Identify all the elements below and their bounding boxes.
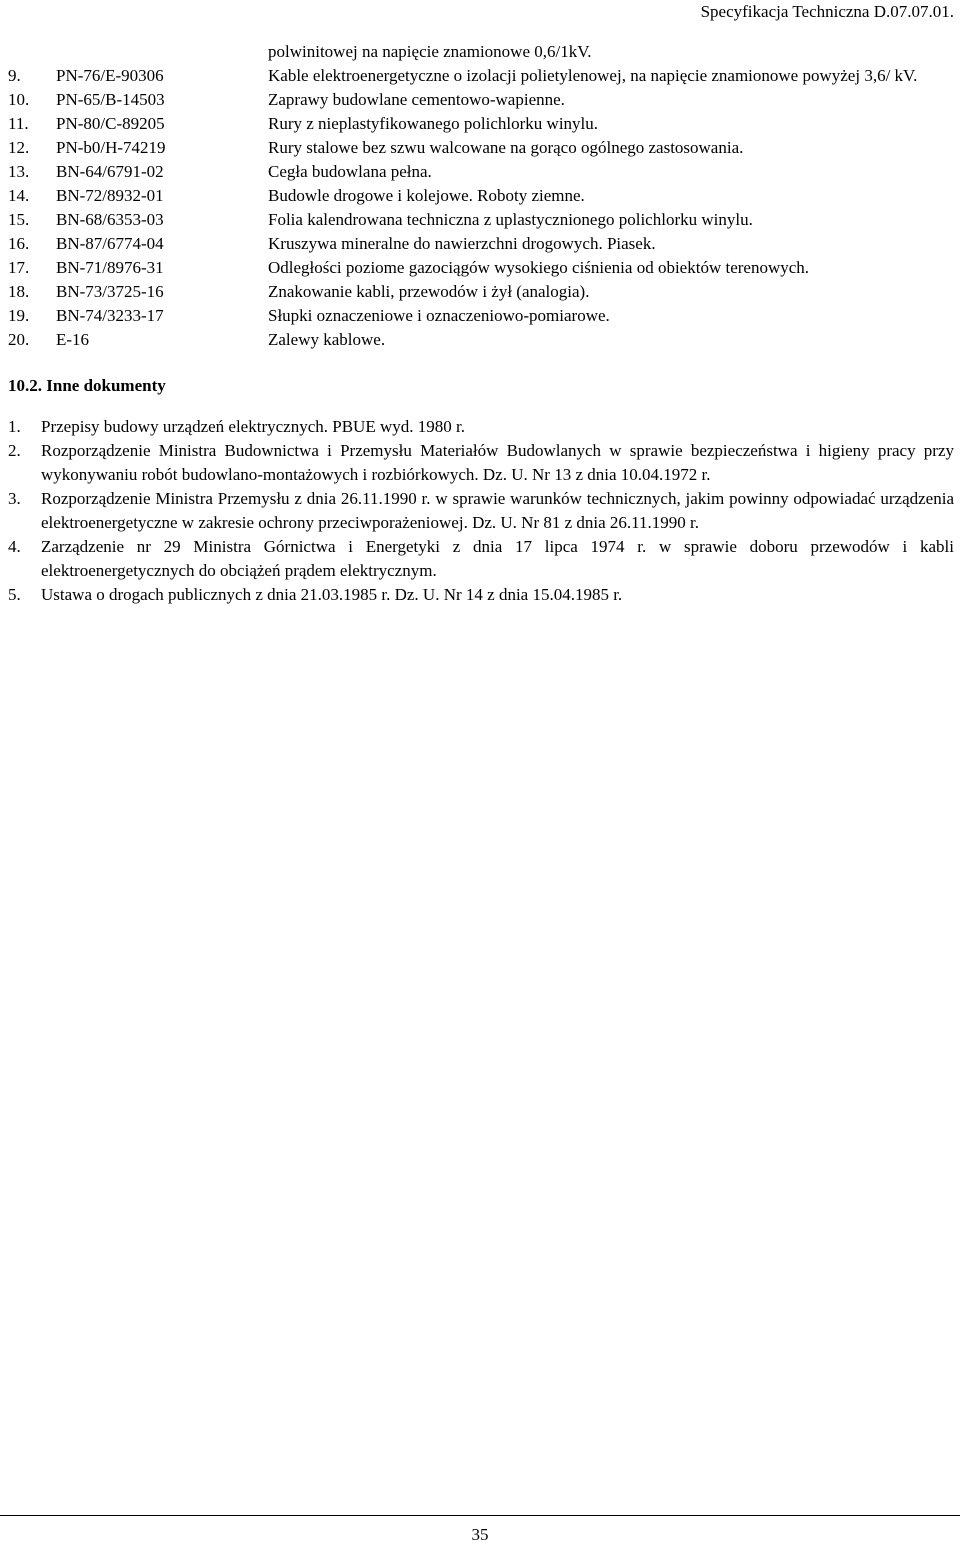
norm-code: PN-b0/H-74219: [56, 138, 166, 157]
section-title: 10.2. Inne dokumenty: [8, 376, 166, 395]
norm-title: Odległości poziome gazociągów wysokiego ciśnienia od obiektów terenowych.: [268, 258, 810, 277]
norm-number: 14.: [8, 186, 30, 205]
document-number: 4.: [8, 537, 21, 556]
norm-row: [8, 160, 954, 184]
norm-row: [8, 232, 954, 256]
norm-code: BN-73/3725-16: [56, 282, 164, 301]
document-text: Ustawa o drogach publicznych z dnia 21.03.1985 r. Dz. U. Nr 14 z dnia 15.04.1985 r.: [41, 585, 623, 604]
norm-title: Kruszywa mineralne do nawierzchni drogowych. Piasek.: [268, 234, 656, 253]
norm-title: Cegła budowlana pełna.: [268, 162, 432, 181]
norm-row: [8, 328, 954, 352]
norm-code: PN-76/E-90306: [56, 66, 164, 85]
norm-number: 16.: [8, 234, 30, 253]
norm-title: Rury z nieplastyfikowanego polichlorku winylu.: [268, 114, 599, 133]
norm-title: Kable elektroenergetyczne o izolacji polietylenowej, na napięcie znamionowe powyżej 3,6/ kV.: [268, 66, 918, 85]
document-list: [8, 415, 954, 607]
norm-number: 17.: [8, 258, 30, 277]
norm-number: 18.: [8, 282, 30, 301]
norm-code: BN-64/6791-02: [56, 162, 164, 181]
norm-row: [8, 208, 954, 232]
norm-code: E-16: [56, 330, 90, 349]
norm-title: Zalewy kablowe.: [268, 330, 386, 349]
norm-number: 11.: [8, 114, 29, 133]
page-header-title: Specyfikacja Techniczna D.07.07.01.: [700, 2, 954, 21]
norm-row: [8, 88, 954, 112]
norm-title: Słupki oznaczeniowe i oznaczeniowo-pomiarowe.: [268, 306, 610, 325]
norm-row: [8, 280, 954, 304]
document-text: Rozporządzenie Ministra Budownictwa i Przemysłu Materiałów Budowlanych w sprawie bezpieczeństwa i higieny pracy przy wykonywaniu robót budowlano-montażowych i rozbiórkowych. Dz. U. Nr 13 z dnia 10.04.1972 r.: [41, 441, 954, 484]
norm-title: Budowle drogowe i kolejowe. Roboty ziemne.: [268, 186, 585, 205]
document-item: [8, 487, 954, 535]
norm-number: 13.: [8, 162, 30, 181]
norm-title: Folia kalendrowana techniczna z uplastycznionego polichlorku winylu.: [268, 210, 753, 229]
document-item: [8, 415, 954, 439]
norm-row: [8, 256, 954, 280]
norm-row: [8, 112, 954, 136]
document-body: [8, 40, 954, 607]
norm-number: 9.: [8, 66, 21, 85]
document-number: 2.: [8, 441, 21, 460]
document-item: [8, 583, 954, 607]
document-number: 3.: [8, 489, 21, 508]
norm-code: BN-72/8932-01: [56, 186, 164, 205]
norm-number: 20.: [8, 330, 30, 349]
document-item: [8, 535, 954, 583]
norm-row: [8, 64, 954, 88]
norm-code: BN-74/3233-17: [56, 306, 164, 325]
norm-code: PN-80/C-89205: [56, 114, 165, 133]
norm-row: [8, 184, 954, 208]
norm-row: [8, 136, 954, 160]
norm-code: PN-65/B-14503: [56, 90, 165, 109]
norm-row: [8, 304, 954, 328]
norm-title: Zaprawy budowlane cementowo-wapienne.: [268, 90, 565, 109]
norm-code: BN-68/6353-03: [56, 210, 164, 229]
norm-number: 12.: [8, 138, 30, 157]
document-text: Zarządzenie nr 29 Ministra Górnictwa i Energetyki z dnia 17 lipca 1974 r. w sprawie doboru przewodów i kabli elektroenergetycznych do obciążeń prądem elektrycznym.: [41, 537, 954, 580]
norm-continuation: polwinitowej na napięcie znamionowe 0,6/1kV.: [268, 42, 592, 61]
document-text: Przepisy budowy urządzeń elektrycznych. PBUE wyd. 1980 r.: [41, 417, 465, 436]
document-number: 5.: [8, 585, 21, 604]
page-number: 35: [471, 1525, 489, 1544]
norm-code: BN-87/6774-04: [56, 234, 164, 253]
document-item: [8, 439, 954, 487]
footer-divider: [0, 1515, 960, 1516]
norm-code: BN-71/8976-31: [56, 258, 164, 277]
norm-number: 10.: [8, 90, 30, 109]
document-number: 1.: [8, 417, 21, 436]
norm-title: Znakowanie kabli, przewodów i żył (analogia).: [268, 282, 590, 301]
norm-list: [8, 64, 954, 352]
norm-title: Rury stalowe bez szwu walcowane na gorąco ogólnego zastosowania.: [268, 138, 744, 157]
document-text: Rozporządzenie Ministra Przemysłu z dnia 26.11.1990 r. w sprawie warunków technicznych, jakim powinny odpowiadać urządzenia elektroenergetyczne w zakresie ochrony przeciwporażeniowej. Dz. U. Nr 81 z dnia 26.11.1990 r.: [41, 489, 954, 532]
norm-number: 19.: [8, 306, 30, 325]
norm-number: 15.: [8, 210, 30, 229]
